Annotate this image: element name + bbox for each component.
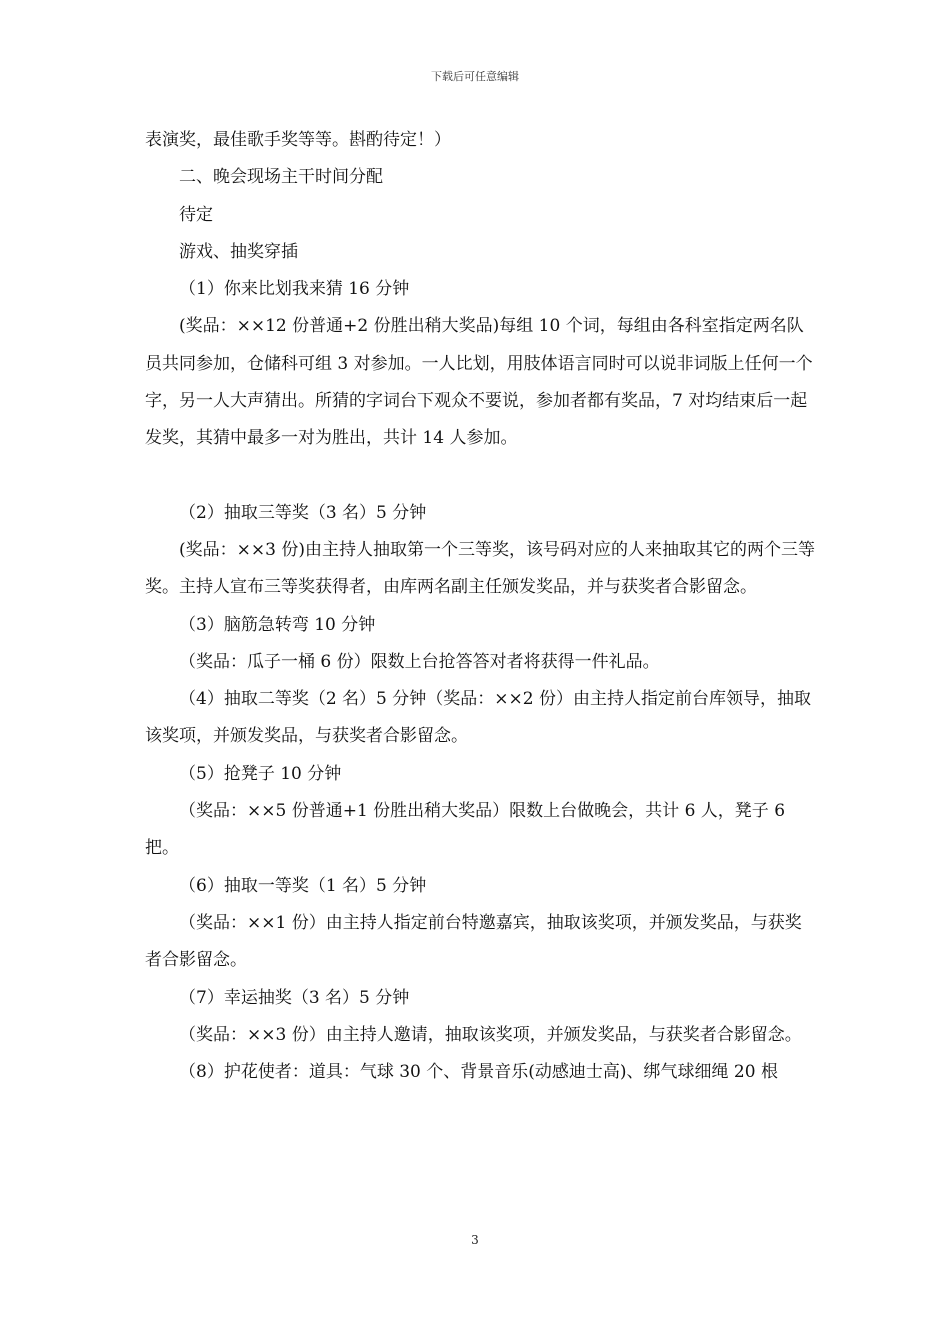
paragraph-spacer — [145, 458, 815, 495]
document-body — [145, 122, 815, 1091]
item-5-description: （奖品：××5 份普通+1 份胜出稍大奖品）限数上台做晚会，共计 6 人，凳子 6 把。 — [145, 801, 786, 859]
item-3-heading: （3）脑筋急转弯 10 分钟 — [179, 614, 376, 635]
item-4-paragraph: （4）抽取二等奖（2 名）5 分钟（奖品：××2 份）由主持人指定前台库领导，抽取该奖项，并颁发奖品，与获奖者合影留念。 — [145, 689, 811, 747]
item-2-heading: （2）抽取三等奖（3 名）5 分钟 — [179, 502, 427, 523]
section-heading-time-allocation: 二、晚会现场主干时间分配 — [179, 167, 383, 188]
item-5-heading: （5）抢凳子 10 分钟 — [179, 763, 342, 784]
page-number: 3 — [471, 1233, 479, 1247]
paragraph-awards-continued: 表演奖，最佳歌手奖等等。斟酌待定！） — [145, 130, 451, 150]
item-1-heading: （1）你来比划我来猜 16 分钟 — [179, 279, 410, 300]
item-7-heading: （7）幸运抽奖（3 名）5 分钟 — [179, 987, 410, 1008]
item-1-description: (奖品：××12 份普通+2 份胜出稍大奖品)每组 10 个词，每组由各科室指定两名队员共同参加，仓储科可组 3 对参加。一人比划，用肢体语言同时可以说非词版上任何一个字，另一人大声猜出。所猜的字词台下观众不要说，参加者都有奖品，7 对均结束后一起发奖，其猜中最多一对为胜出，共计 14 人参加。 — [145, 316, 813, 449]
item-7-description: （奖品：××3 份）由主持人邀请，抽取该奖项，并颁发奖品，与获奖者合影留念。 — [179, 1024, 802, 1045]
item-6-heading: （6）抽取一等奖（1 名）5 分钟 — [179, 875, 427, 896]
item-3-description: （奖品：瓜子一桶 6 份）限数上台抢答答对者将获得一件礼品。 — [179, 651, 660, 672]
paragraph-tbd: 待定 — [179, 204, 213, 225]
page-header: 下载后可任意编辑 — [431, 70, 519, 83]
item-2-description: (奖品：××3 份)由主持人抽取第一个三等奖，该号码对应的人来抽取其它的两个三等奖。主持人宣布三等奖获得者，由库两名副主任颁发奖品，并与获奖者合影留念。 — [145, 539, 815, 598]
paragraph-games-lottery: 游戏、抽奖穿插 — [179, 241, 298, 262]
item-8-paragraph: （8）护花使者：道具：气球 30 个、背景音乐(动感迪士高)、绑气球细绳 20 根 — [179, 1062, 778, 1083]
item-6-description: （奖品：××1 份）由主持人指定前台特邀嘉宾，抽取该奖项，并颁发奖品，与获奖者合影留念。 — [145, 912, 802, 971]
